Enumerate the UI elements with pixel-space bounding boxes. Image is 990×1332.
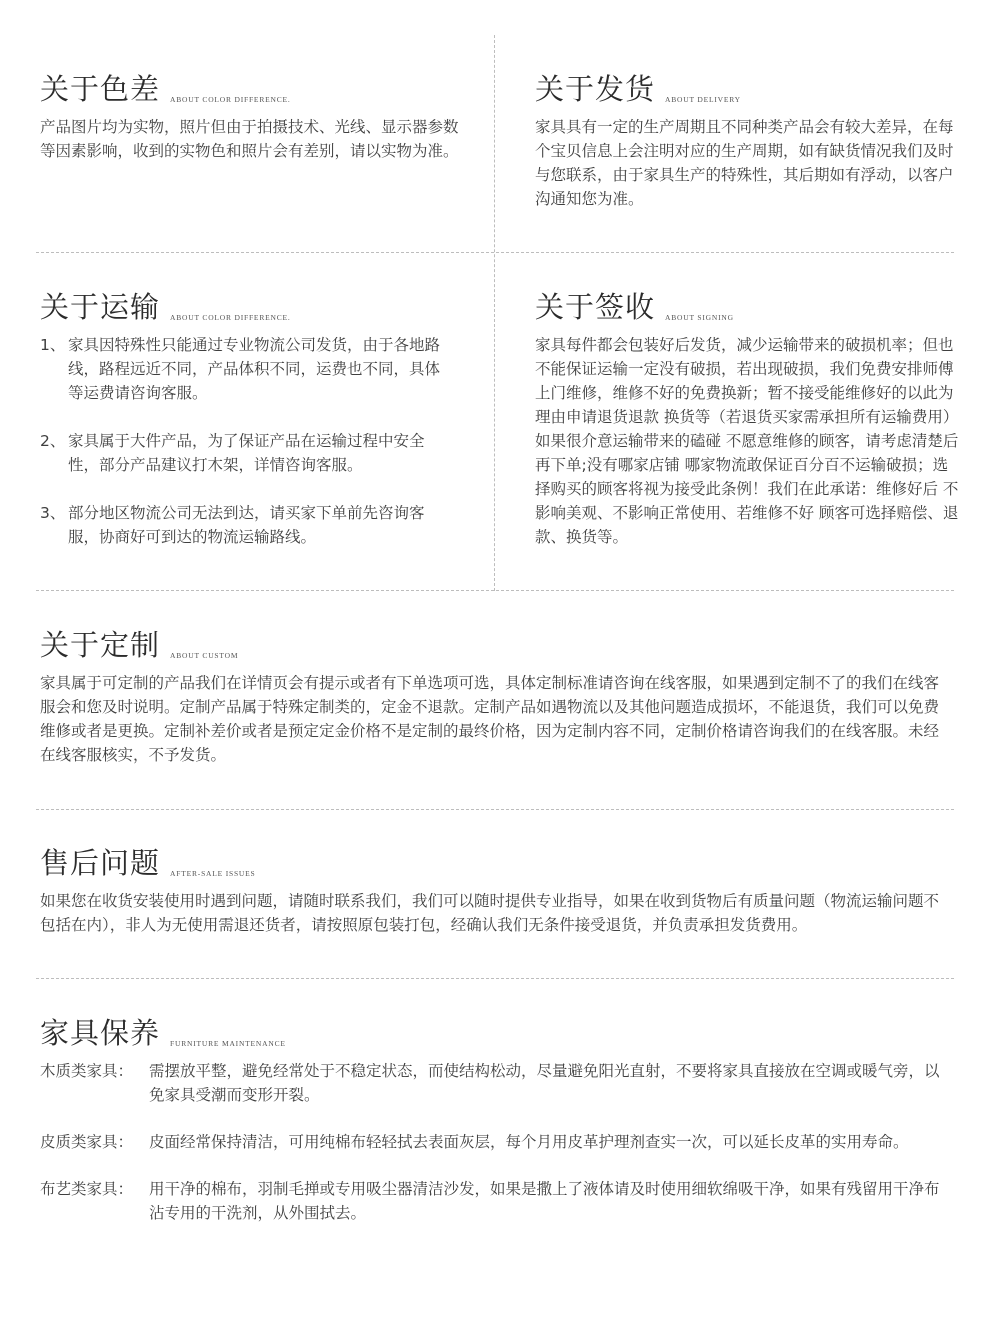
item-text: 家具属于大件产品，为了保证产品在运输过程中安全性，部分产品建议打木架，详情咨询客服。: [68, 432, 425, 474]
list-item: [40, 429, 450, 477]
list-item: [40, 1130, 945, 1154]
item-text: 家具因特殊性只能通过专业物流公司发货，由于各地路线，路程远近不同，产品体积不同，运费也不同，具体等运费请咨询客服。: [68, 336, 441, 402]
section-title: 关于定制: [40, 628, 161, 662]
section-subtitle: ABOUT COLOR DIFFERENCE.: [170, 95, 291, 104]
section-after-sale: [40, 845, 945, 937]
divider-4: [36, 978, 954, 979]
divider-3: [36, 809, 954, 810]
item-label: 布艺类家具：: [40, 1180, 134, 1198]
section-text: 家具具有一定的生产周期且不同种类产品会有较大差异，在每个宝贝信息上会注明对应的生产周期，如有缺货情况我们及时与您联系，由于家具生产的特殊性，其后期如有浮动，以客户沟通知您为准。: [535, 118, 954, 208]
section-maintenance: [40, 1015, 945, 1248]
section-color-difference: [40, 71, 470, 163]
item-label: 木质类家具：: [40, 1062, 134, 1080]
maintenance-list: [40, 1059, 945, 1225]
item-text: 用干净的棉布，羽制毛掸或专用吸尘器清洁沙发，如果是撒上了液体请及时使用细软绵吸干净，如果有残留用干净布沾专用的干洗剂，从外围拭去。: [149, 1180, 940, 1222]
list-item: [40, 333, 450, 405]
section-title: 售后问题: [40, 846, 161, 880]
section-title: 关于签收: [535, 290, 656, 324]
item-text: 部分地区物流公司无法到达，请买家下单前先咨询客服，协商好可到达的物流运输路线。: [68, 504, 425, 546]
shipping-list: [40, 333, 450, 549]
section-text: 家具每件都会包装好后发货，减少运输带来的破损机率；但也不能保证运输一定没有破损，若出现破损，我们免费安排师傅上门维修，维修不好的免费换新；暂不接受能维修好的以此为理由申请退货退款 换货等（若退货买家需承担所有运输费用）如果很介意运输带来的磕碰 不愿意维修的顾客，请考虑清楚后再下单;没有哪家店铺 哪家物流敢保证百分百不运输破损；选择购买的顾客将视为接受此条例！我们在此承诺：维修好后 不影响美观、不影响正常使用、若维修不好 顾客可选择赔偿、退款、换货等。: [535, 336, 959, 546]
section-header: [40, 1015, 945, 1051]
section-header: [535, 289, 960, 325]
item-text: 需摆放平整，避免经常处于不稳定状态，而使结构松动，尽量避免阳光直射，不要将家具直接放在空调或暖气旁，以免家具受潮而变形开裂。: [149, 1062, 940, 1104]
divider-1: [36, 252, 954, 253]
divider-2: [36, 590, 954, 591]
section-delivery: [535, 71, 960, 211]
section-text: 如果您在收货安装使用时遇到问题，请随时联系我们，我们可以随时提供专业指导，如果在收到货物后有质量问题（物流运输问题不包括在内），非人为无使用需退还货者，请按照原包装打包，经确认我们无条件接受退货，并负责承担发货费用。: [40, 892, 940, 934]
section-header: [40, 289, 450, 325]
list-item: [40, 1059, 945, 1107]
section-subtitle: ABOUT DELIVERY: [665, 95, 741, 104]
section-title: 关于运输: [40, 290, 161, 324]
section-subtitle: ABOUT COLOR DIFFERENCE.: [170, 313, 291, 322]
item-label: 皮质类家具：: [40, 1133, 134, 1151]
list-item: [40, 1177, 945, 1225]
section-shipping: [40, 289, 450, 573]
section-custom: [40, 627, 945, 767]
vertical-divider-top: [494, 35, 495, 591]
section-subtitle: FURNITURE MAINTENANCE: [170, 1039, 286, 1048]
section-header: [40, 627, 945, 663]
section-title: 关于发货: [535, 72, 656, 106]
section-subtitle: ABOUT CUSTOM: [170, 651, 239, 660]
item-number: 3、: [40, 504, 66, 522]
section-subtitle: AFTER-SALE ISSUES: [170, 869, 256, 878]
section-header: [40, 71, 470, 107]
section-header: [535, 71, 960, 107]
item-number: 2、: [40, 432, 66, 450]
item-text: 皮面经常保持清洁，可用纯棉布轻轻拭去表面灰层，每个月用皮革护理剂查实一次，可以延长皮革的实用寿命。: [149, 1133, 909, 1151]
list-item: [40, 501, 450, 549]
item-number: 1、: [40, 336, 66, 354]
section-header: [40, 845, 945, 881]
section-signing: [535, 289, 960, 549]
section-title: 家具保养: [40, 1016, 161, 1050]
section-subtitle: ABOUT SIGNING: [665, 313, 734, 322]
section-title: 关于色差: [40, 72, 161, 106]
section-text: 产品图片均为实物，照片但由于拍摄技术、光线、显示器参数等因素影响，收到的实物色和照片会有差别，请以实物为准。: [40, 118, 459, 160]
section-text: 家具属于可定制的产品我们在详情页会有提示或者有下单选项可选，具体定制标准请咨询在线客服，如果遇到定制不了的我们在线客服会和您及时说明。定制产品属于特殊定制类的，定金不退款。定制产品如遇物流以及其他问题造成损坏，不能退货，我们可以免费维修或者是更换。定制补差价或者是预定定金价格不是定制的最终价格，因为定制内容不同，定制价格请咨询我们的在线客服。未经在线客服核实，不予发货。: [40, 674, 940, 764]
